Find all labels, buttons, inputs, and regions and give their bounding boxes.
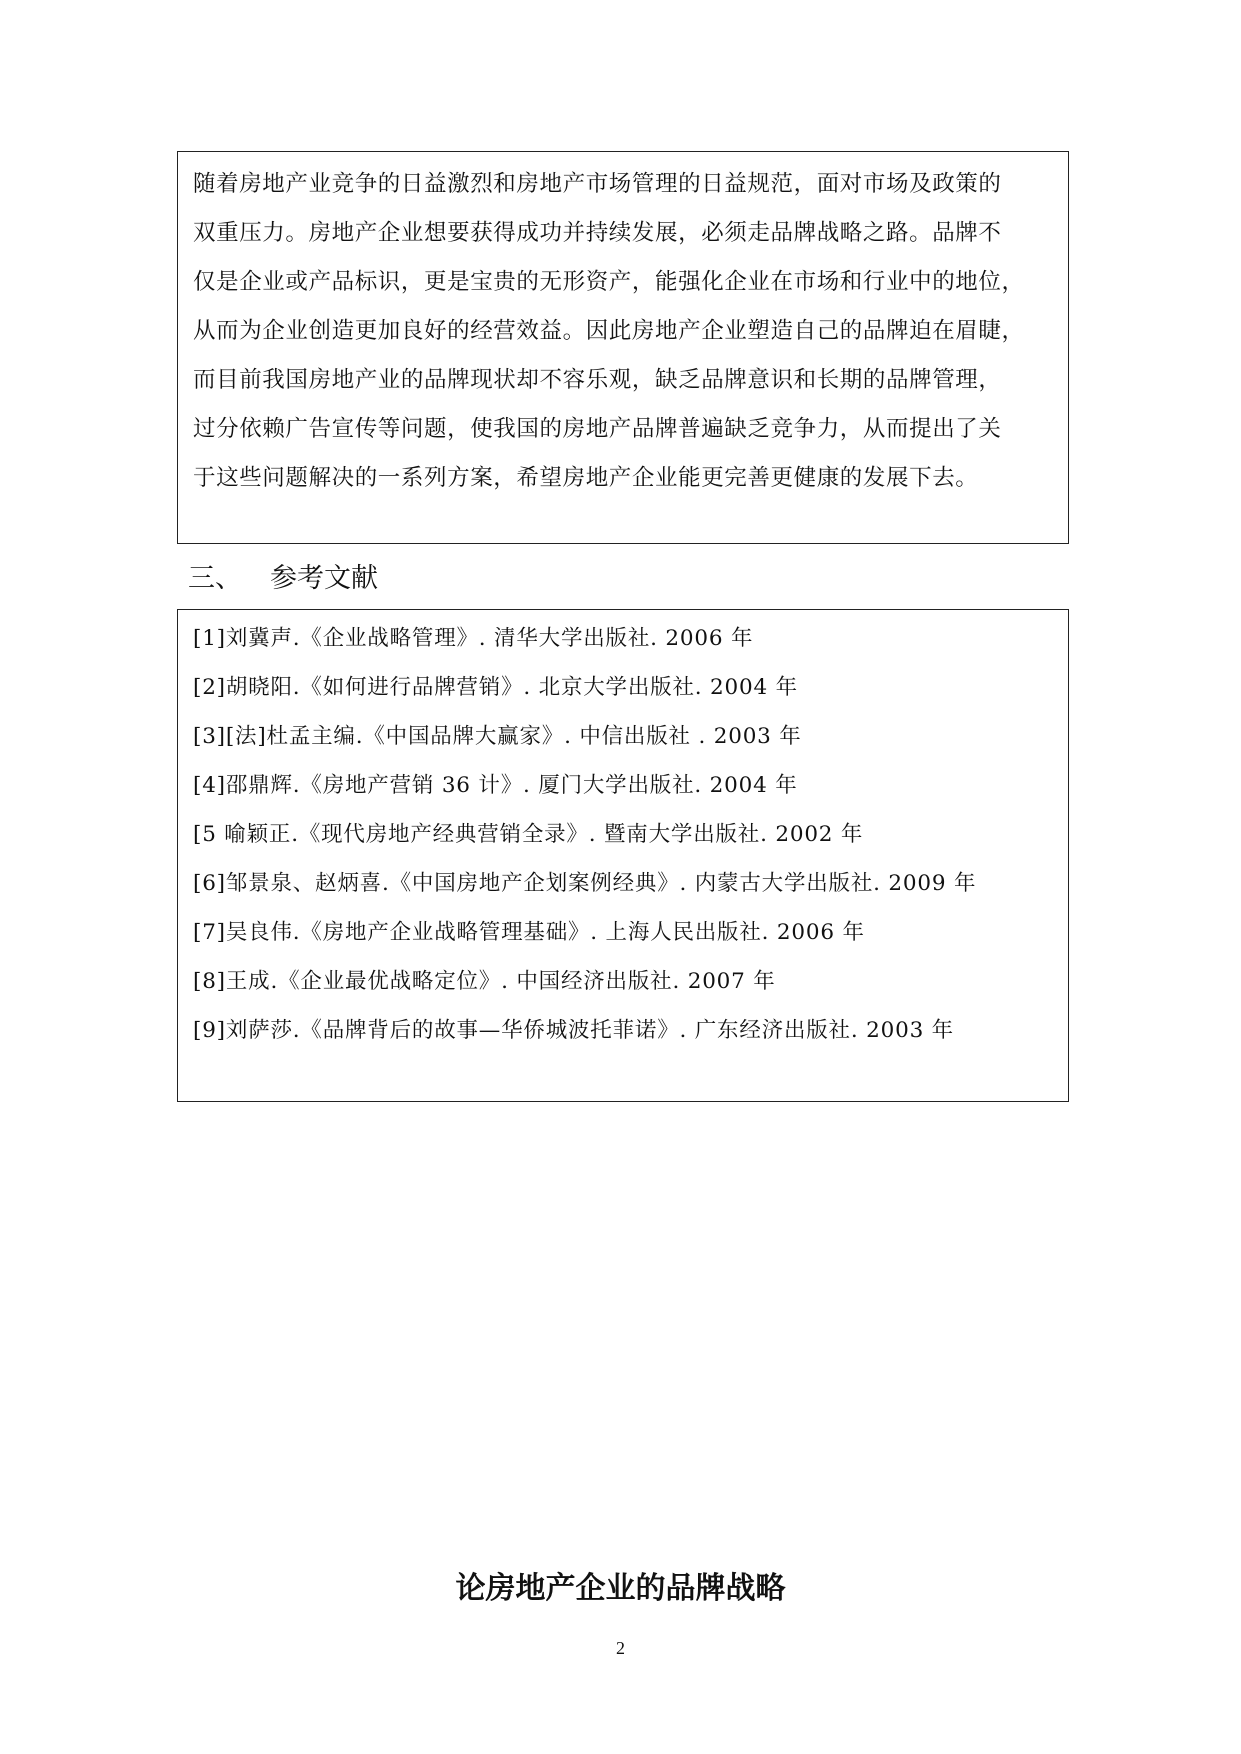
abstract-line: 而目前我国房地产业的品牌现状却不容乐观，缺乏品牌意识和长期的品牌管理， bbox=[193, 367, 1002, 393]
abstract-line: 随着房地产业竞争的日益激烈和房地产市场管理的日益规范，面对市场及政策的 bbox=[193, 171, 1002, 197]
abstract-line: 过分依赖广告宣传等问题，使我国的房地产品牌普遍缺乏竞争力，从而提出了关 bbox=[193, 416, 1002, 442]
abstract-line: 双重压力。房地产企业想要获得成功并持续发展，必须走品牌战略之路。品牌不 bbox=[193, 220, 1002, 246]
section-number: 三、 bbox=[188, 563, 242, 594]
abstract-line: 于这些问题解决的一系列方案，希望房地产企业能更完善更健康的发展下去。 bbox=[193, 465, 979, 491]
reference-item: [8]王成.《企业最优战略定位》. 中国经济出版社. 2007 年 bbox=[193, 969, 776, 994]
references-box bbox=[177, 609, 1069, 1102]
abstract-box bbox=[177, 151, 1069, 544]
section-heading bbox=[188, 555, 378, 603]
reference-item: [4]邵鼎辉.《房地产营销 36 计》. 厦门大学出版社. 2004 年 bbox=[193, 773, 798, 798]
reference-item: [9]刘萨莎.《品牌背后的故事—华侨城波托菲诺》. 广东经济出版社. 2003 年 bbox=[193, 1018, 954, 1043]
section-title: 参考文献 bbox=[270, 563, 378, 594]
reference-item: [2]胡晓阳.《如何进行品牌营销》. 北京大学出版社. 2004 年 bbox=[193, 675, 798, 700]
abstract-line: 从而为企业创造更加良好的经营效益。因此房地产企业塑造自己的品牌迫在眉睫， bbox=[193, 318, 1025, 344]
reference-item: [5 喻颖正.《现代房地产经典营销全录》. 暨南大学出版社. 2002 年 bbox=[193, 822, 864, 847]
document-title: 论房地产企业的品牌战略 bbox=[455, 1571, 786, 1606]
reference-item: [7]吴良伟.《房地产企业战略管理基础》. 上海人民出版社. 2006 年 bbox=[193, 920, 865, 945]
reference-item: [6]邹景泉、赵炳喜.《中国房地产企划案例经典》. 内蒙古大学出版社. 2009 年 bbox=[193, 871, 977, 896]
reference-item: [3][法]杜孟主编.《中国品牌大赢家》. 中信出版社 . 2003 年 bbox=[193, 724, 802, 749]
abstract-line: 仅是企业或产品标识，更是宝贵的无形资产，能强化企业在市场和行业中的地位， bbox=[193, 269, 1025, 295]
page-number: 2 bbox=[616, 1638, 625, 1658]
reference-item: [1]刘冀声.《企业战略管理》. 清华大学出版社. 2006 年 bbox=[193, 626, 754, 651]
